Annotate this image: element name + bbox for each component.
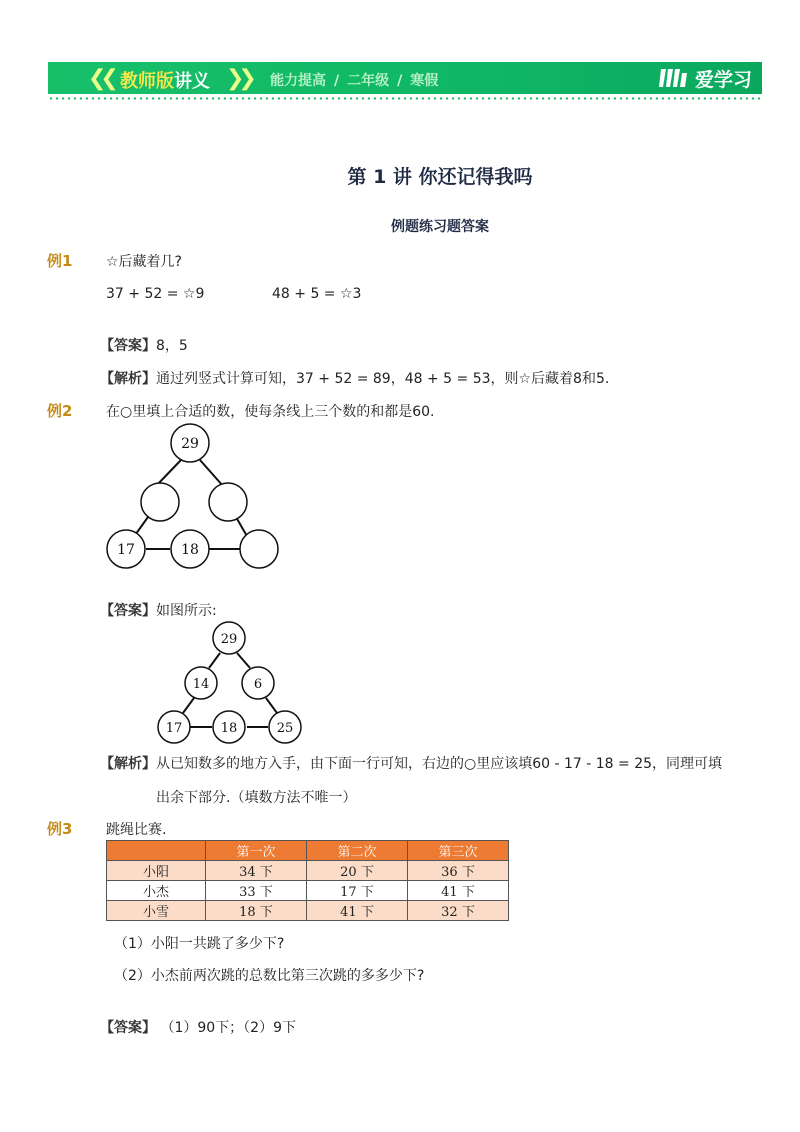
example-2-analysis-line-2: 出余下部分.（填数方法不唯一）	[156, 790, 357, 806]
breadcrumb-separator: /	[334, 73, 340, 89]
double-chevron-left-icon: ❮❮	[88, 66, 113, 91]
answer-tag: 【答案】	[100, 1020, 156, 1036]
answer-bottom-left-value: 17	[165, 721, 183, 736]
table-header-first: 第一次	[206, 841, 307, 861]
table-cell: 41 下	[408, 881, 509, 901]
circle-mid-right[interactable]	[209, 483, 247, 521]
example-3-question-2: （2）小杰前两次跳的总数比第三次跳的多多少下?	[114, 968, 425, 984]
table-header-row	[107, 841, 509, 861]
breadcrumb-item-grade: 二年级	[347, 73, 390, 89]
example-3-label: 例3	[47, 820, 73, 838]
answer-top-value: 29	[220, 632, 238, 647]
answer-mid-right-value: 6	[253, 677, 263, 692]
table-header-corner	[107, 841, 206, 861]
table-cell: 33 下	[206, 881, 307, 901]
example-2-analysis	[100, 753, 722, 773]
breadcrumb	[270, 70, 438, 90]
example-2-label: 例2	[47, 402, 73, 420]
header-dotted-rule	[48, 97, 762, 100]
table-row	[107, 881, 509, 901]
header-title-main: 教师版	[120, 71, 174, 92]
example-3-question-1: （1）小阳一共跳了多少下?	[114, 936, 285, 952]
table-cell: 小雪	[107, 901, 206, 921]
analysis-text-line-1: 从已知数多的地方入手，由下面一行可知，右边的○里应该填60 - 17 - 18 = 25，同理可填	[156, 756, 723, 772]
analysis-tag: 【解析】	[100, 756, 156, 772]
table-header-second: 第二次	[307, 841, 408, 861]
table-cell: 小阳	[107, 861, 206, 881]
table-cell: 20 下	[307, 861, 408, 881]
answer-tag: 【答案】	[100, 338, 156, 354]
table-cell: 17 下	[307, 881, 408, 901]
table-cell: 18 下	[206, 901, 307, 921]
example-1-label: 例1	[47, 252, 73, 270]
example-3-answer	[100, 1017, 296, 1037]
header-title	[120, 67, 210, 93]
answer-text: 如图所示:	[156, 603, 217, 619]
brand-logo	[659, 65, 752, 91]
example-1-equation-1: 37 + 52 = ☆9	[106, 286, 205, 302]
table-cell: 34 下	[206, 861, 307, 881]
table-cell: 小杰	[107, 881, 206, 901]
answer-bottom-middle-value: 18	[220, 721, 238, 736]
breadcrumb-separator: /	[397, 73, 403, 89]
circle-top-value: 29	[181, 436, 199, 452]
circle-mid-left[interactable]	[141, 483, 179, 521]
analysis-tag: 【解析】	[100, 371, 156, 387]
table-row	[107, 901, 509, 921]
example-1-answer	[100, 335, 188, 355]
example-2-answer	[100, 600, 217, 620]
circle-bottom-right[interactable]	[240, 530, 278, 568]
example-2-question: 在○里填上合适的数，使每条线上三个数的和都是60.	[106, 404, 435, 420]
answer-bottom-right-value: 25	[276, 721, 294, 736]
table-cell: 32 下	[408, 901, 509, 921]
brand-mark-icon	[659, 67, 689, 89]
brand-name: 爱学习	[694, 68, 752, 91]
example-1-analysis	[100, 368, 609, 388]
table-row	[107, 861, 509, 881]
example-3-question: 跳绳比赛.	[106, 822, 167, 838]
section-subtitle: 例题练习题答案	[391, 219, 489, 235]
question-triangle-diagram	[100, 420, 290, 575]
header-title-accent: 讲义	[174, 71, 210, 92]
breadcrumb-item-level: 能力提高	[270, 73, 326, 89]
example-1-question: ☆后藏着几?	[106, 254, 182, 270]
circle-bottom-left-value: 17	[117, 542, 135, 558]
circle-bottom-middle-value: 18	[181, 542, 199, 558]
jump-rope-table	[106, 840, 509, 921]
table-header-third: 第三次	[408, 841, 509, 861]
answer-tag: 【答案】	[100, 603, 156, 619]
breadcrumb-item-term: 寒假	[410, 73, 439, 89]
table-cell: 36 下	[408, 861, 509, 881]
answer-text: （1）90下；（2）9下	[160, 1020, 296, 1036]
header-banner	[48, 62, 762, 94]
answer-mid-left-value: 14	[192, 677, 210, 692]
answer-text: 8，5	[156, 338, 188, 354]
page-title: 第 1 讲 你还记得我吗	[347, 166, 533, 188]
example-1-equation-2: 48 + 5 = ☆3	[272, 286, 362, 302]
double-chevron-right-icon: ❯❯	[226, 66, 251, 91]
analysis-text: 通过列竖式计算可知，37 + 52 = 89，48 + 5 = 53，则☆后藏着8和5.	[156, 371, 610, 387]
answer-triangle-diagram	[150, 620, 310, 745]
table-cell: 41 下	[307, 901, 408, 921]
